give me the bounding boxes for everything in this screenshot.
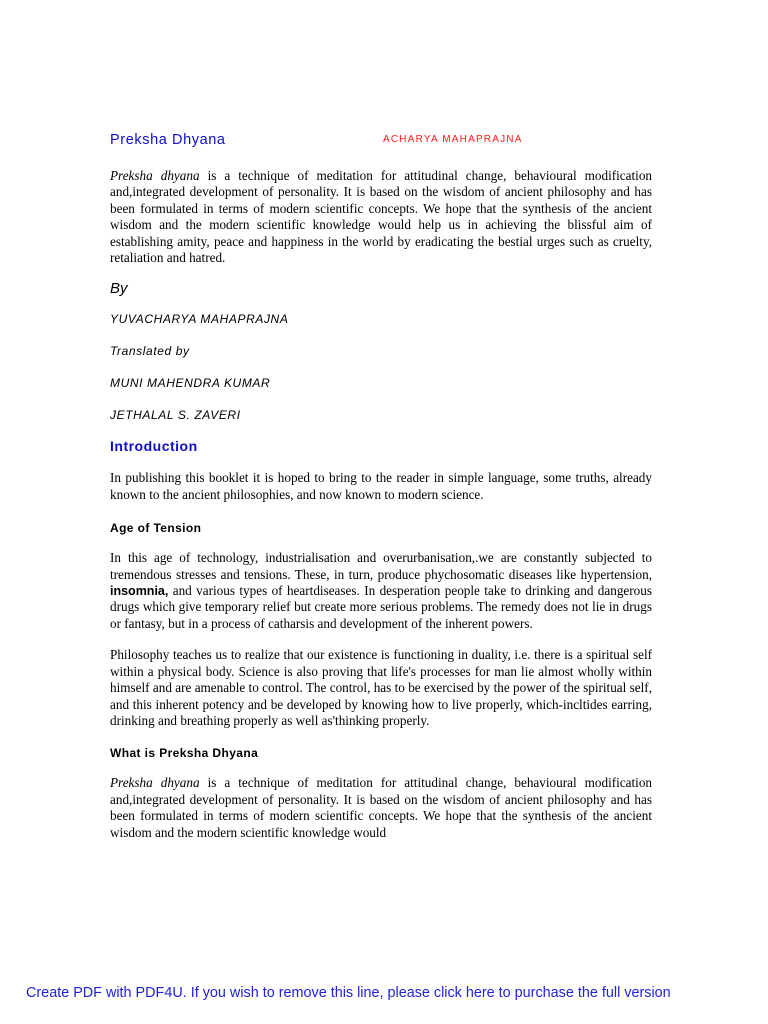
what-is-preksha-heading: What is Preksha Dhyana <box>110 746 259 761</box>
tension-text-after: and various types of heartdiseases. In desperation people take to drinking and dangerous drugs which give temporary relief but create more serious problems. The remedy does not lie in drugs or fantasy, but in a process of catharsis and development of the inherent powers. <box>110 583 652 631</box>
intro-lead: Preksha dhyana <box>110 168 200 183</box>
tension-text-before: In this age of technology, industrialisation and overurbanisation,.we are constantly subjected to tremendous stresses and tensions. These, in turn, produce phychosomatic diseases like hypertension, <box>110 550 652 582</box>
introduction-heading: Introduction <box>110 438 198 455</box>
document-title: Preksha Dhyana <box>110 132 226 148</box>
title-row <box>110 128 652 152</box>
intro-rest: is a technique of meditation for attitudinal change, behavioural modification and,integrated development of personality. It is based on the wisdom of ancient philosophy and has been formulated in terms of modern scientific concepts. We hope that the synthesis of the ancient wisdom and the modern scientific knowledge would help us in achieving the blissful aim of establishing amity, peace and happiness in the world by eradicating the bestial urges such as cruelty, retaliation and hatred. <box>110 168 653 266</box>
by-label: By <box>110 280 128 298</box>
translator-1: MUNI MAHENDRA KUMAR <box>110 376 271 391</box>
introduction-paragraph: In publishing this booklet it is hoped to bring to the reader in simple language, some truths, already known to the ancient philosophies, and now known to modern science. <box>110 470 652 502</box>
what-is-lead: Preksha dhyana <box>110 775 200 791</box>
insomnia-bold: insomnia, <box>110 584 169 599</box>
what-is-rest: is a technique of meditation for attitudinal change, behavioural modification and,integrated development of personality. It is based on the wisdom of ancient philosophy and has been formulated in terms of modern scientific concepts. We hope that the synthesis of the ancient wisdom and the modern scientific knowledge would <box>110 775 653 840</box>
intro-paragraph <box>110 168 652 266</box>
age-of-tension-paragraph-1 <box>110 550 652 632</box>
age-of-tension-heading: Age of Tension <box>110 521 202 536</box>
translator-2: JETHALAL S. ZAVERI <box>110 408 241 423</box>
purchase-full-version-link[interactable]: Create PDF with PDF4U. If you wish to remove this line, please click here to purchase the full version <box>26 985 671 1001</box>
what-is-paragraph <box>110 775 652 841</box>
translated-by-label: Translated by <box>110 344 190 359</box>
header-author: ACHARYA MAHAPRAJNA <box>383 134 523 145</box>
age-of-tension-paragraph-2: Philosophy teaches us to realize that our existence is functioning in duality, i.e. there is a spiritual self within a physical body. Science is also proving that life's processes for man lie almost wholly within himself and are amenable to control. The control, has to be exercised by the power of the spiritual self, and this inherent potency and be developed by knowing how to live properly, which-incltides earring, drinking and breathing properly as well as'thinking properly. <box>110 647 652 728</box>
document-page <box>110 128 652 841</box>
author-credit: YUVACHARYA MAHAPRAJNA <box>110 312 289 327</box>
